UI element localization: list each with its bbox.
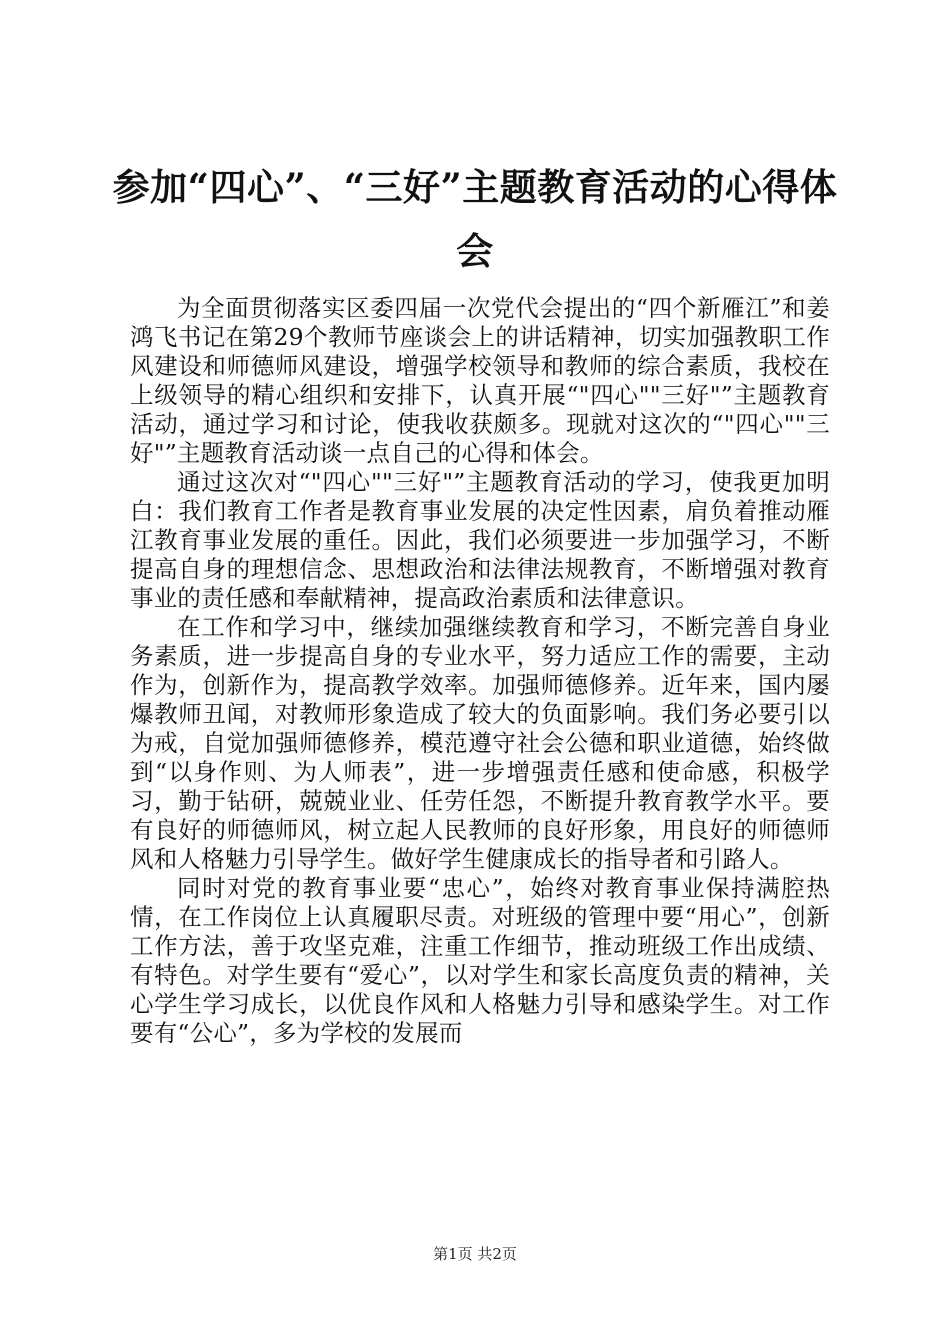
body-paragraph-4: 同时对党的教育事业要“忠心”，始终对教育事业保持满腔热情，在工作岗位上认真履职尽责。对班级的管理中要“用心”，创新工作方法，善于攻坚克难，注重工作细节，推动班级工作出成绩、有特色。对学生要有“爱心”，以对学生和家长高度负责的精神，关心学生学习成长，以优良作风和人格魅力引导和感染学生。对工作要有“公心”，多为学校的发展而 [130, 874, 830, 1047]
body-paragraph-2: 通过这次对“"四心""三好"”主题教育活动的学习，使我更加明白：我们教育工作者是教育事业发展的决定性因素，肩负着推动雁江教育事业发展的重任。因此，我们必须要进一步加强学习，不断提高自身的理想信念、思想政治和法律法规教育，不断增强对教育事业的责任感和奉献精神，提高政治素质和法律意识。 [130, 468, 830, 612]
document-body [130, 294, 830, 1048]
page-number-footer: 第1页 共2页 [433, 1245, 517, 1263]
body-paragraph-1: 为全面贯彻落实区委四届一次党代会提出的“四个新雁江”和姜鸿飞书记在第29个教师节座谈会上的讲话精神，切实加强教职工作风建设和师德师风建设，增强学校领导和教师的综合素质，我校在上级领导的精心组织和安排下，认真开展“"四心""三好"”主题教育活动，通过学习和讨论，使我收获颇多。现就对这次的“"四心""三好"”主题教育活动谈一点自己的心得和体会。 [130, 294, 830, 467]
body-paragraph-3: 在工作和学习中，继续加强继续教育和学习，不断完善自身业务素质，进一步提高自身的专业水平，努力适应工作的需要，主动作为，创新作为，提高教学效率。加强师德修养。近年来，国内屡爆教师丑闻，对教师形象造成了较大的负面影响。我们务必要引以为戒，自觉加强师德修养，模范遵守社会公德和职业道德，始终做到“以身作则、为人师表”，进一步增强责任感和使命感，积极学习，勤于钻研，兢兢业业、任劳任怨，不断提升教育教学水平。要有良好的师德师风，树立起人民教师的良好形象，用良好的师德师风和人格魅力引导学生。做好学生健康成长的指导者和引路人。 [130, 613, 830, 873]
document-title: 参加“四心”、“三好”主题教育活动的心得体会 [112, 165, 838, 273]
